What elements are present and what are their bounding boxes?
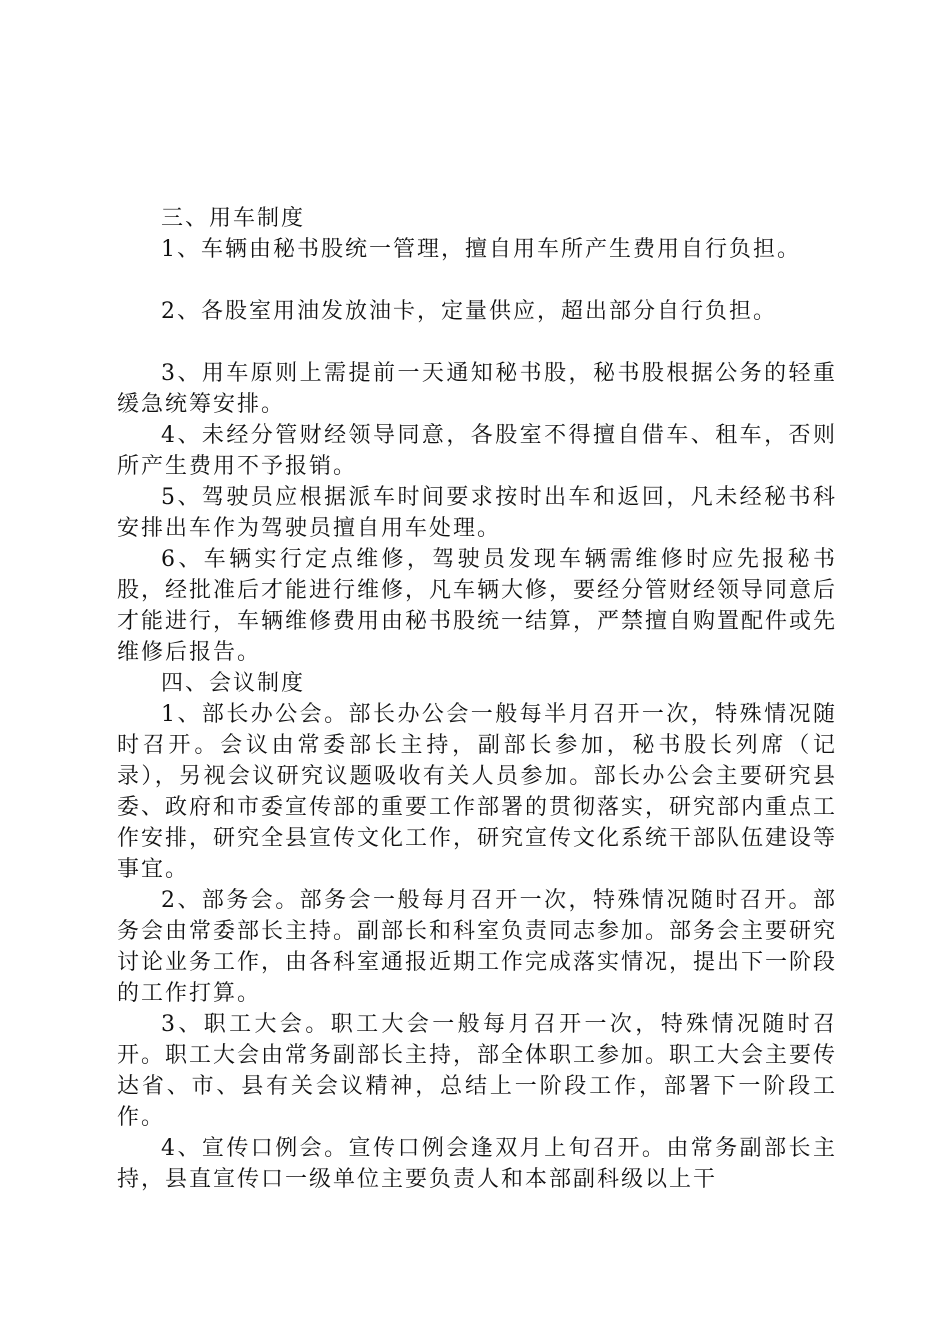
section-heading-vehicle: 三、用车制度 xyxy=(161,206,306,231)
paragraph: 1、车辆由秘书股统一管理，擅自用车所产生费用自行负担。 xyxy=(161,237,801,262)
spacer xyxy=(117,327,837,358)
paragraph: 3、用车原则上需提前一天通知秘书股，秘书股根据公务的轻重缓急统筹安排。 xyxy=(117,361,837,417)
paragraph: 2、各股室用油发放油卡，定量供应，超出部分自行负担。 xyxy=(161,299,777,324)
spacer xyxy=(117,265,837,296)
document-body xyxy=(117,203,837,1195)
paragraph: 4、宣传口例会。宣传口例会逢双月上旬召开。由常务副部长主持，县直宣传口一级单位主要负责人和本部副科级以上干 xyxy=(117,1136,837,1192)
paragraph: 3、职工大会。职工大会一般每月召开一次，特殊情况随时召开。职工大会由常务副部长主持，部全体职工参加。职工大会主要传达省、市、县有关会议精神，总结上一阶段工作，部署下一阶段工作。 xyxy=(117,1012,838,1130)
paragraph: 5、驾驶员应根据派车时间要求按时出车和返回，凡未经秘书科安排出车作为驾驶员擅自用车处理。 xyxy=(117,485,837,541)
section-heading-meetings: 四、会议制度 xyxy=(161,671,306,696)
paragraph: 4、未经分管财经领导同意，各股室不得擅自借车、租车，否则所产生费用不予报销。 xyxy=(117,423,837,479)
paragraph: 2、部务会。部务会一般每月召开一次，特殊情况随时召开。部务会由常委部长主持。副部长和科室负责同志参加。部务会主要研究讨论业务工作，由各科室通报近期工作完成落实情况，提出下一阶段的工作打算。 xyxy=(117,888,838,1006)
paragraph: 1、部长办公会。部长办公会一般每半月召开一次，特殊情况随时召开。会议由常委部长主持，副部长参加，秘书股长列席（记录），另视会议研究议题吸收有关人员参加。部长办公会主要研究县委、政府和市委宣传部的重要工作部署的贯彻落实，研究部内重点工作安排，研究全县宣传文化工作，研究宣传文化系统干部队伍建设等事宜。 xyxy=(117,702,838,882)
paragraph: 6、车辆实行定点维修，驾驶员发现车辆需维修时应先报秘书股，经批准后才能进行维修，凡车辆大修，要经分管财经领导同意后才能进行，车辆维修费用由秘书股统一结算，严禁擅自购置配件或先维修后报告。 xyxy=(117,547,838,665)
